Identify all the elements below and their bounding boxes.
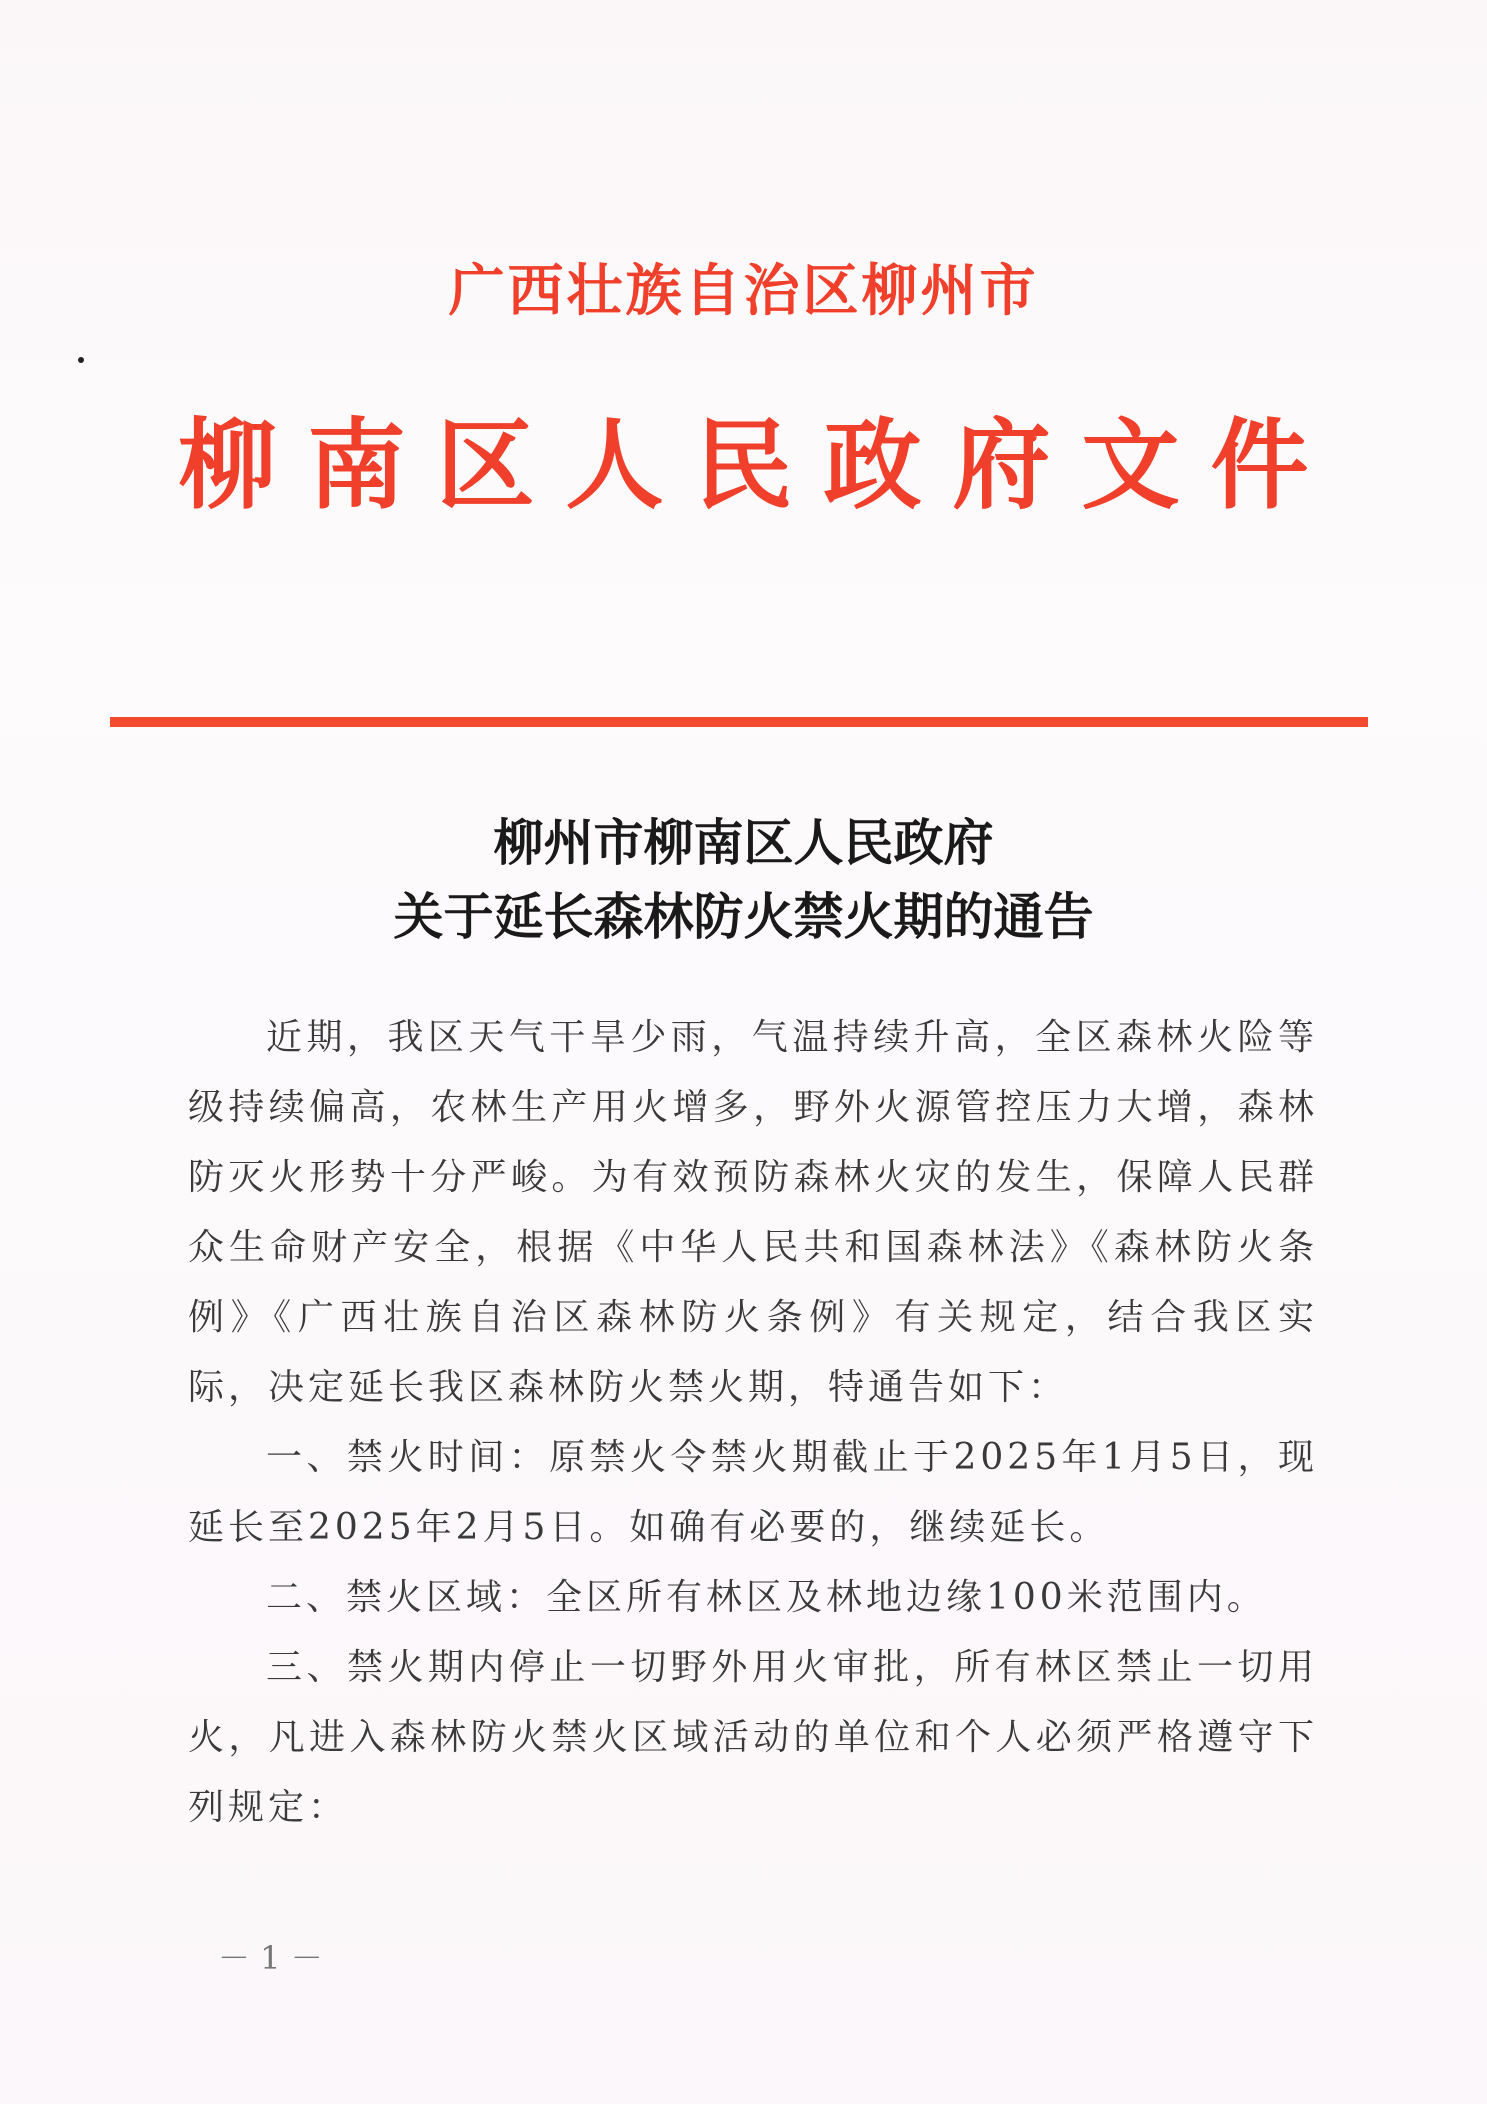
issuing-authority-heading: 柳南区人民政府文件 <box>178 409 1340 523</box>
page-number: － 1 － <box>218 1939 323 1977</box>
document-title-line1: 柳州市柳南区人民政府 <box>493 813 994 872</box>
document-title-line2: 关于延长森林防火禁火期的通告 <box>393 887 1094 946</box>
paragraph-item-2: 二、禁火区域：全区所有林区及林地边缘100米范围内。 <box>266 1577 1267 1618</box>
paragraph-intro: 近期，我区天气干旱少雨，气温持续升高，全区森林火险等级持续偏高，农林生产用火增多，野外火源管控压力大增，森林防灭火形势十分严峻。为有效预防森林火灾的发生，保障人民群众生命财产安全，根据《中华人民共和国森林法》《森林防火条例》《广西壮族自治区森林防火条例》有关规定，结合我区实际，决定延长我区森林防火禁火期，特通告如下： <box>188 1017 1318 1408</box>
scan-speck <box>78 357 84 363</box>
issuing-region: 广西壮族自治区柳州市 <box>448 259 1039 324</box>
red-separator-line <box>110 717 1368 727</box>
document-body <box>188 1003 1318 1843</box>
paragraph-item-3: 三、禁火期内停止一切野外用火审批，所有林区禁止一切用火，凡进入森林防火禁火区域活动的单位和个人必须严格遵守下列规定： <box>188 1647 1318 1828</box>
paragraph-item-1: 一、禁火时间：原禁火令禁火期截止于2025年1月5日，现延长至2025年2月5日。如确有必要的，继续延长。 <box>188 1437 1318 1548</box>
